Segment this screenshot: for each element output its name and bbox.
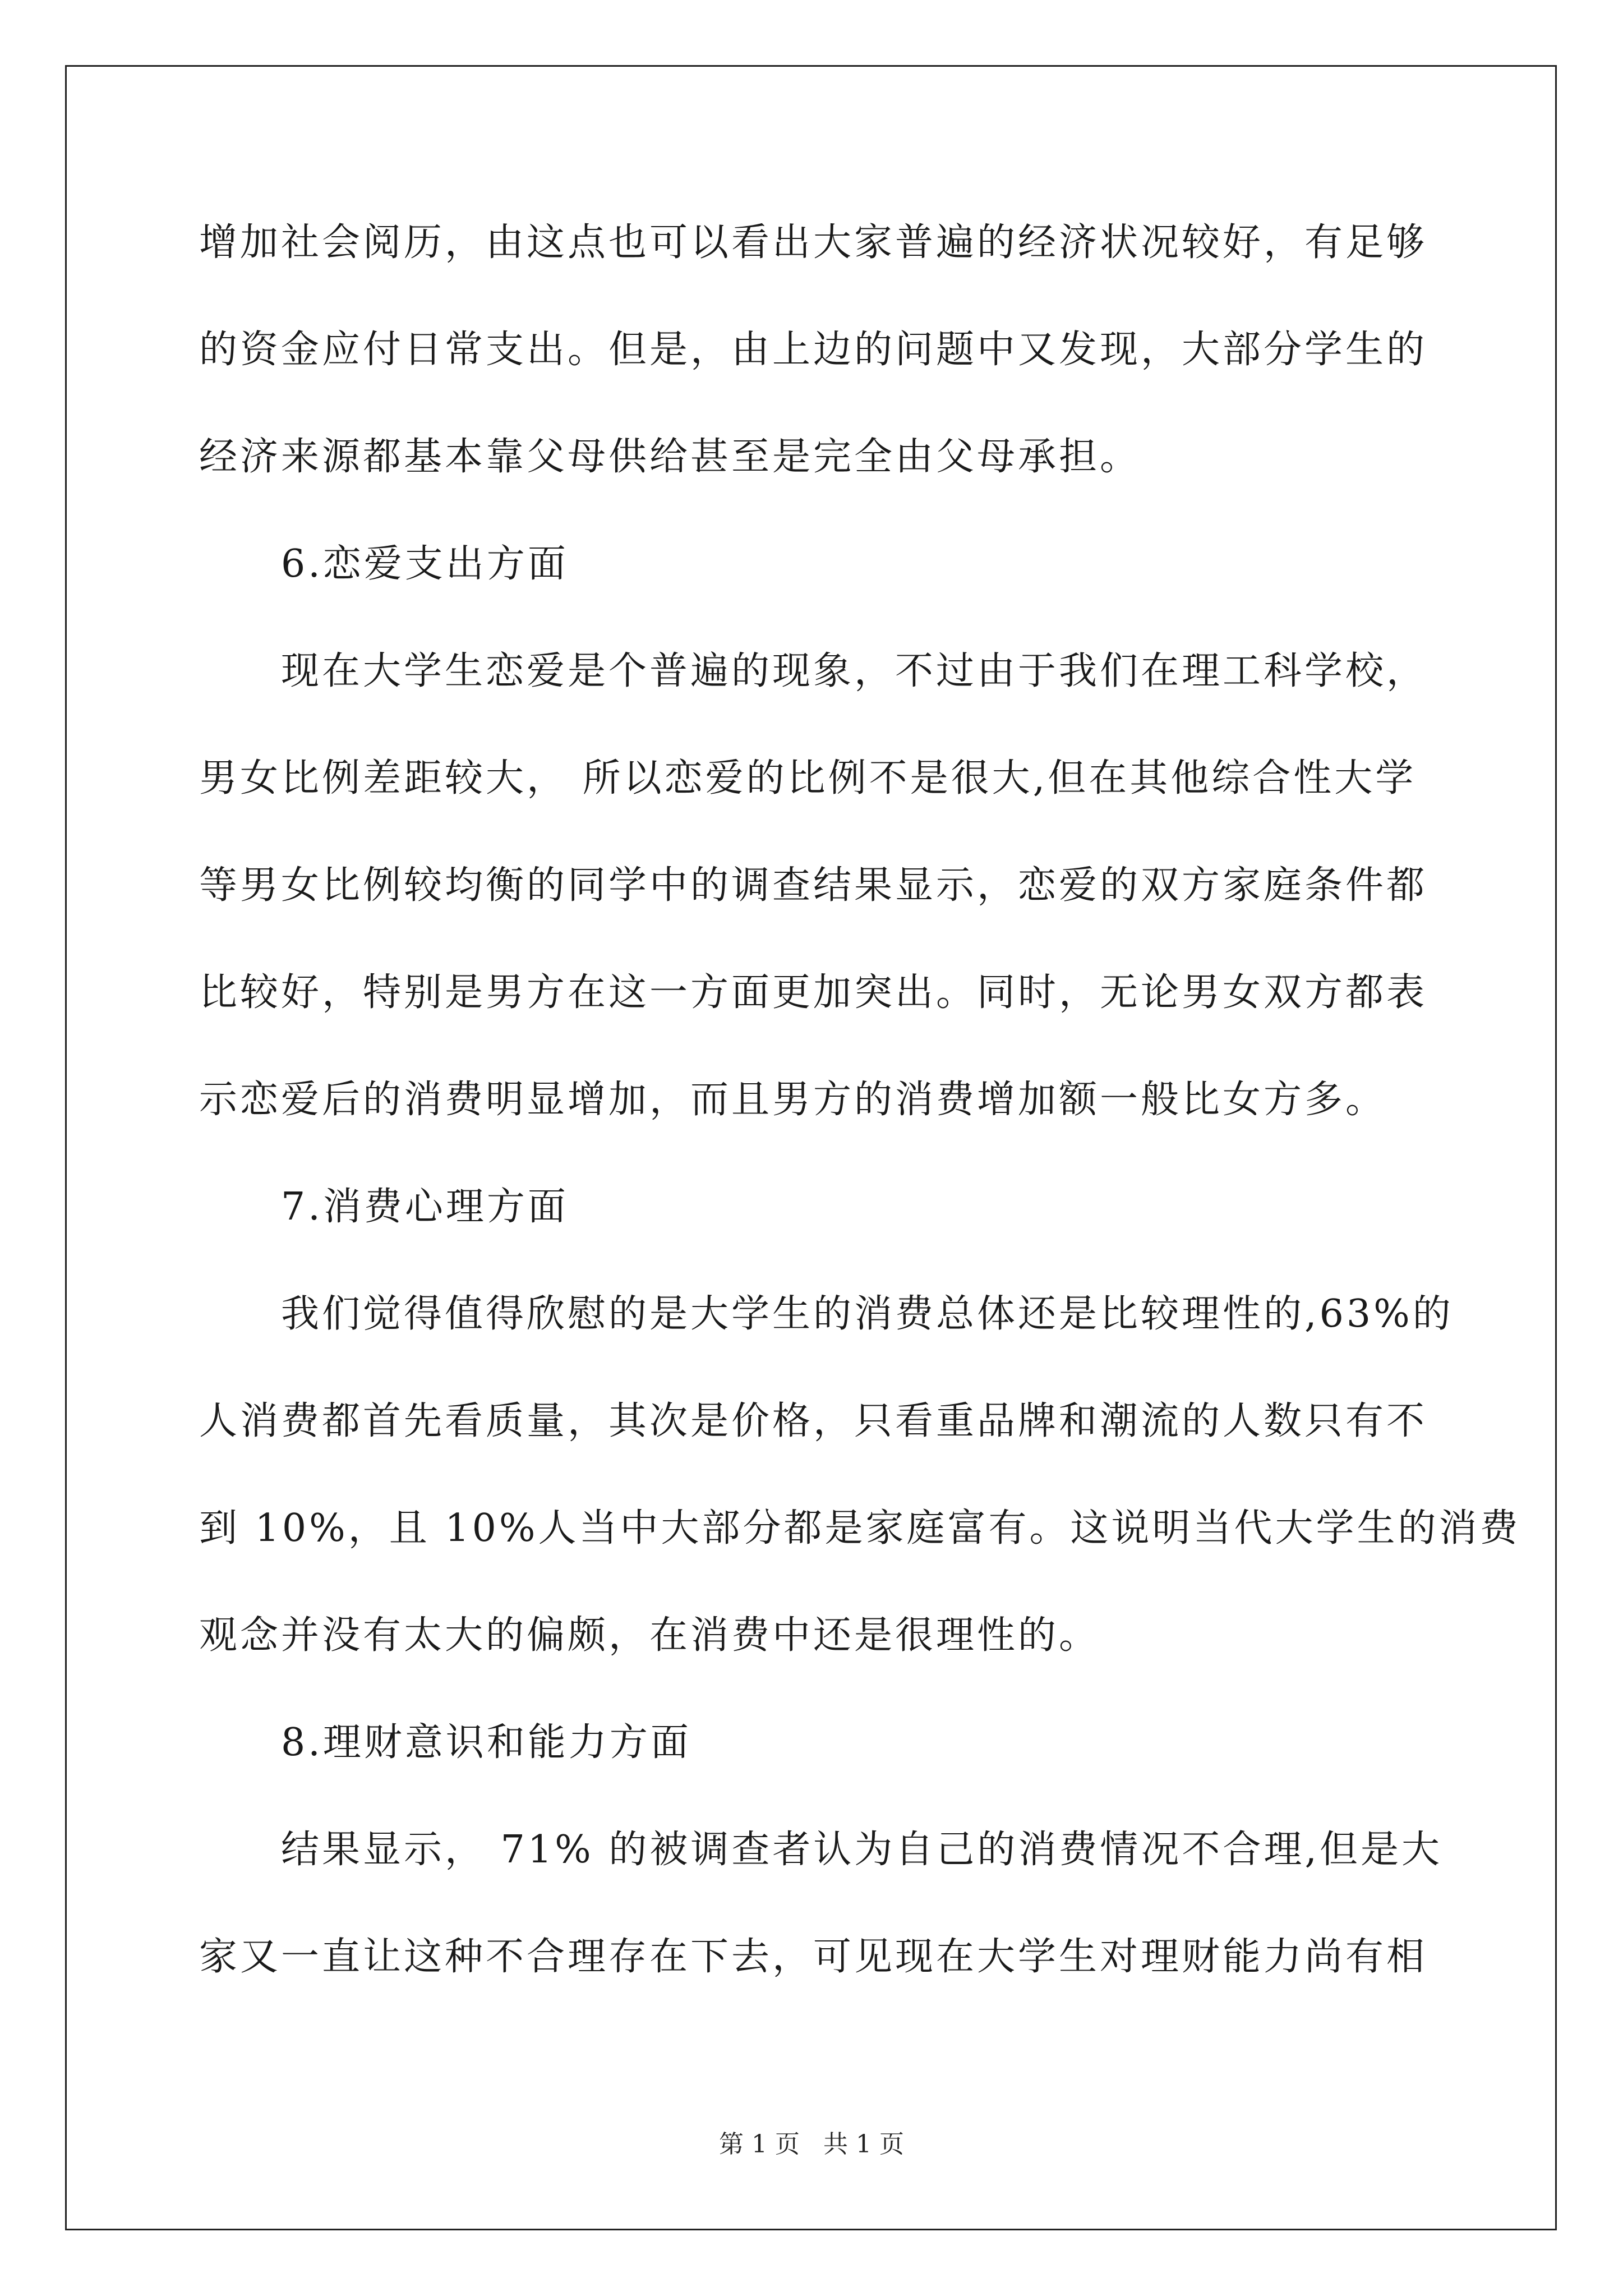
paragraph-line: 我们觉得值得欣慰的是大学生的消费总体还是比较理性的,63%的 xyxy=(281,1292,1454,1336)
paragraph-line: 示恋爱后的消费明显增加，而且男方的消费增加额一般比女方多。 xyxy=(199,1078,1387,1122)
paragraph-line: 的资金应付日常支出。但是，由上边的问题中又发现，大部分学生的 xyxy=(199,328,1428,372)
paragraph-line: 结果显示， 71% 的被调查者认为自己的消费情况不合理,但是大 xyxy=(281,1828,1442,1872)
paragraph-line: 观念并没有太大的偏颇，在消费中还是很理性的。 xyxy=(199,1613,1100,1658)
section-heading-7: 7.消费心理方面 xyxy=(281,1185,569,1229)
paragraph-line: 增加社会阅历，由这点也可以看出大家普遍的经济状况较好，有足够 xyxy=(199,220,1428,265)
paragraph-line: 家又一直让这种不合理存在下去，可见现在大学生对理财能力尚有相 xyxy=(199,1935,1428,1979)
paragraph-line: 等男女比例较均衡的同学中的调查结果显示，恋爱的双方家庭条件都 xyxy=(199,863,1428,908)
document-body xyxy=(199,203,1521,2024)
section-heading-8: 8.理财意识和能力方面 xyxy=(281,1720,691,1765)
paragraph-line: 比较好，特别是男方在这一方面更加突出。同时，无论男女双方都表 xyxy=(199,970,1428,1015)
paragraph-line: 经济来源都基本靠父母供给甚至是完全由父母承担。 xyxy=(199,435,1141,479)
section-heading-6: 6.恋爱支出方面 xyxy=(281,542,569,586)
paragraph-line: 男女比例差距较大， 所以恋爱的比例不是很大,但在其他综合性大学 xyxy=(199,756,1417,800)
page-footer: 第 1 页 共 1 页 xyxy=(719,2130,904,2159)
paragraph-line: 现在大学生恋爱是个普遍的现象，不过由于我们在理工科学校， xyxy=(281,649,1428,693)
paragraph-line: 到 10%，且 10%人当中大部分都是家庭富有。这说明当代大学生的消费 xyxy=(199,1506,1521,1550)
paragraph-line: 人消费都首先看质量，其次是价格，只看重品牌和潮流的人数只有不 xyxy=(199,1399,1428,1443)
